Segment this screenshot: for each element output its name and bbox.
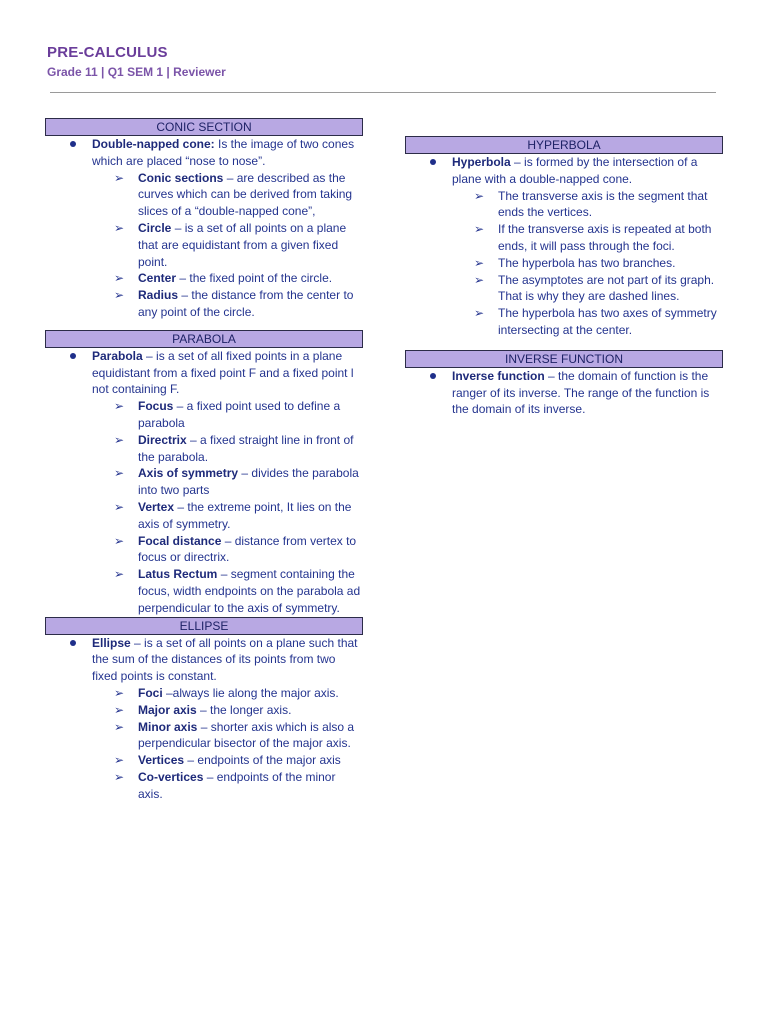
arrowhead-bullet-icon: ➢ [114,220,125,235]
sub-list-item [92,499,363,533]
definition: The hyperbola has two axes of symmetry intersecting at the center. [498,306,717,337]
sub-list-item [92,465,363,499]
parabola-sublist [92,398,363,616]
term: Center [138,271,177,286]
sub-list-item [452,305,723,339]
definition: – shorter axis which is also a perpendicular bisector of the major axis. [138,719,355,751]
parabola-list [45,348,363,617]
term: Vertex [138,499,175,514]
definition: If the transverse axis is repeated at both ends, it will pass through the foci. [498,222,712,253]
arrowhead-bullet-icon: ➢ [474,272,485,287]
document-subtitle: Grade 11 | Q1 SEM 1 | Reviewer [47,65,226,79]
sub-list-item [92,170,363,220]
term: Hyperbola [452,155,511,169]
arrowhead-bullet-icon: ➢ [114,399,125,414]
term: Parabola [92,348,143,363]
arrowhead-bullet-icon: ➢ [114,685,125,700]
sub-list-item [92,432,363,466]
list-item [45,635,363,803]
sub-list-item [92,220,363,270]
definition: The transverse axis is the segment that ends the vertices. [498,188,708,220]
term: Foci [138,685,163,700]
sub-list-item [92,566,363,616]
sub-list-item [452,255,723,272]
sub-list-item [92,685,363,702]
header-divider [50,92,716,93]
arrowhead-bullet-icon: ➢ [114,271,125,286]
definition: – endpoints of the major axis [184,753,341,768]
section-header-ellipse: ELLIPSE [45,617,363,635]
list-item [405,154,723,339]
sub-list-item [92,752,363,769]
list-item [405,368,723,418]
arrowhead-bullet-icon: ➢ [114,702,125,717]
arrowhead-bullet-icon: ➢ [474,222,485,237]
hyperbola-list [405,154,723,339]
section-header-hyperbola: HYPERBOLA [405,136,723,154]
definition: The asymptotes are not part of its graph. That is why they are dashed lines. [498,272,715,304]
section-header-conic: CONIC SECTION [45,118,363,136]
inverse-list [405,368,723,418]
arrowhead-bullet-icon: ➢ [114,170,125,185]
definition: – is formed by the intersection of a plane with a double-napped cone. [452,155,698,186]
document-title: PRE-CALCULUS [47,44,168,61]
term: Focal distance [138,533,222,548]
bullet-icon [430,159,436,165]
definition: The hyperbola has two branches. [498,255,676,270]
term: Minor axis [138,719,198,734]
sub-list-item [92,702,363,719]
definition: – the domain of function is the ranger of its inverse. The range of the function is the domain of its inverse. [452,368,710,417]
arrowhead-bullet-icon: ➢ [114,288,125,303]
term: Axis of symmetry [138,466,239,481]
sub-list-item [92,287,363,321]
term: Co-vertices [138,769,204,784]
conic-list [45,136,363,321]
definition: – the extreme point, It lies on the axis of symmetry. [138,499,352,531]
sub-list-item [92,270,363,287]
definition: – divides the parabola into two parts [138,466,359,498]
definition: Is the image of two cones which are placed “nose to nose”. [92,137,355,168]
arrowhead-bullet-icon: ➢ [114,533,125,548]
sub-list-item [452,272,723,306]
sub-list-item [92,398,363,432]
sub-list-item [92,533,363,567]
arrowhead-bullet-icon: ➢ [474,306,485,321]
definition: – segment containing the focus, width endpoints on the parabola ad perpendicular to the axis of symmetry. [138,567,361,615]
term: Double-napped cone: [92,137,215,151]
sub-list-item [452,221,723,255]
list-item [45,136,363,321]
conic-sublist [92,170,363,321]
definition: – a fixed point used to define a parabola [138,399,341,430]
definition: – distance from vertex to focus or directrix. [138,533,357,565]
list-item [45,348,363,617]
left-column [45,118,363,802]
arrowhead-bullet-icon: ➢ [114,753,125,768]
term: Ellipse [92,635,131,650]
term: Focus [138,399,174,414]
sub-list-item [92,769,363,803]
definition: – are described as the curves which can be derived from taking slices of a “double-napped cone”, [138,170,353,219]
hyperbola-sublist [452,188,723,339]
term: Inverse function [452,368,545,383]
term: Radius [138,288,179,303]
right-column [405,136,723,418]
definition: – the fixed point of the circle. [176,271,333,286]
definition: – the distance from the center to any point of the circle. [138,288,354,319]
arrowhead-bullet-icon: ➢ [474,188,485,203]
definition: – is a set of all points on a plane that are equidistant from a given fixed point. [138,220,347,269]
bullet-icon [70,141,76,147]
term: Conic sections [138,170,224,185]
section-header-parabola: PARABOLA [45,330,363,348]
arrowhead-bullet-icon: ➢ [114,769,125,784]
definition: – a fixed straight line in front of the parabola. [138,432,354,464]
arrowhead-bullet-icon: ➢ [114,432,125,447]
term: Directrix [138,432,187,447]
term: Vertices [138,753,185,768]
sub-list-item [452,188,723,222]
sub-list-item [92,719,363,753]
definition: –always lie along the major axis. [162,685,339,700]
definition: – the longer axis. [196,702,292,717]
arrowhead-bullet-icon: ➢ [474,255,485,270]
section-header-inverse-function: INVERSE FUNCTION [405,350,723,368]
definition: – is a set of all points on a plane such that the sum of the distances of its points from two fixed points is constant. [92,635,358,684]
bullet-icon [70,353,76,359]
bullet-icon [70,640,76,646]
arrowhead-bullet-icon: ➢ [114,567,125,582]
arrowhead-bullet-icon: ➢ [114,499,125,514]
definition: – is a set of all fixed points in a plane equidistant from a fixed point F and a fixed point l not containing F. [92,348,354,397]
arrowhead-bullet-icon: ➢ [114,719,125,734]
ellipse-list [45,635,363,803]
ellipse-sublist [92,685,363,803]
term: Circle [138,220,172,235]
bullet-icon [430,373,436,379]
term: Latus Rectum [138,567,218,582]
term: Major axis [138,702,197,717]
definition: – endpoints of the minor axis. [138,769,336,801]
arrowhead-bullet-icon: ➢ [114,466,125,481]
